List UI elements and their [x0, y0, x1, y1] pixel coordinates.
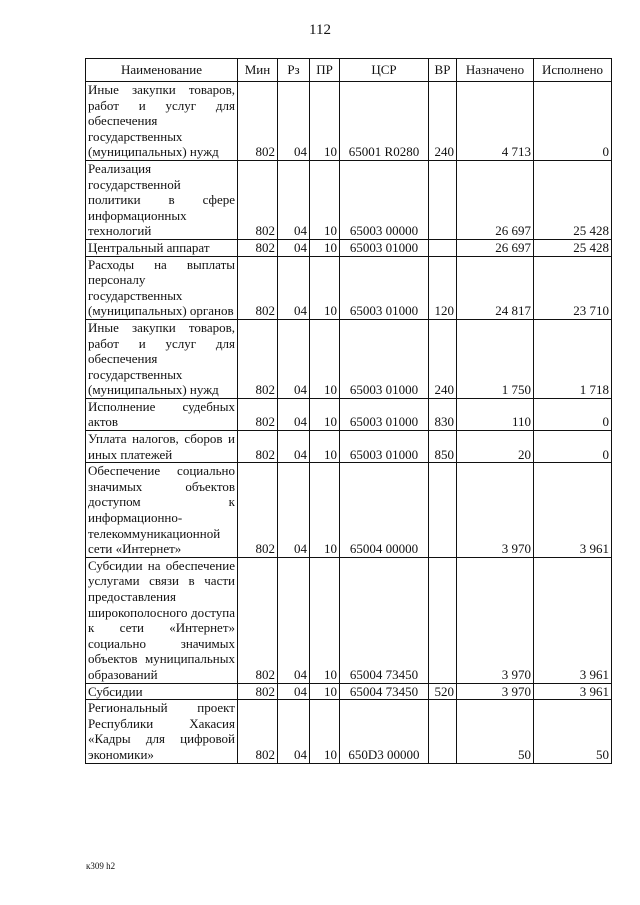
cell-vr: 850	[429, 431, 457, 463]
cell-csr: 650D3 00000	[340, 700, 429, 763]
table-row	[86, 82, 612, 161]
page-number: 112	[309, 22, 331, 38]
cell-name: Исполнение судебных актов	[86, 398, 238, 430]
table-row	[86, 557, 612, 683]
cell-executed: 1 718	[534, 319, 612, 398]
cell-csr: 65004 00000	[340, 463, 429, 558]
cell-csr: 65004 73450	[340, 557, 429, 683]
budget-table	[85, 58, 612, 764]
table-row	[86, 700, 612, 763]
cell-vr: 240	[429, 319, 457, 398]
cell-assigned: 1 750	[457, 319, 534, 398]
cell-assigned: 26 697	[457, 239, 534, 256]
cell-executed: 0	[534, 398, 612, 430]
cell-executed: 3 961	[534, 557, 612, 683]
cell-csr: 65003 01000	[340, 239, 429, 256]
cell-vr: 520	[429, 683, 457, 700]
cell-name: Иные закупки товаров, работ и услуг для обеспечения государственных (муниципальных) нужд	[86, 82, 238, 161]
cell-min: 802	[238, 463, 278, 558]
cell-name: Уплата налогов, сборов и иных платежей	[86, 431, 238, 463]
cell-executed: 25 428	[534, 160, 612, 239]
column-header-assigned: Назначено	[457, 59, 534, 82]
cell-min: 802	[238, 239, 278, 256]
cell-assigned: 50	[457, 700, 534, 763]
cell-rz: 04	[278, 431, 310, 463]
column-header-executed: Исполнено	[534, 59, 612, 82]
cell-name: Центральный аппарат	[86, 239, 238, 256]
cell-assigned: 24 817	[457, 256, 534, 319]
column-header-csr: ЦСР	[340, 59, 429, 82]
cell-pr: 10	[310, 463, 340, 558]
cell-vr	[429, 160, 457, 239]
table-row	[86, 463, 612, 558]
cell-vr	[429, 239, 457, 256]
cell-pr: 10	[310, 82, 340, 161]
cell-csr: 65003 01000	[340, 431, 429, 463]
cell-executed: 23 710	[534, 256, 612, 319]
cell-assigned: 4 713	[457, 82, 534, 161]
cell-pr: 10	[310, 431, 340, 463]
cell-pr: 10	[310, 683, 340, 700]
table-header-row	[86, 59, 612, 82]
table-row	[86, 319, 612, 398]
cell-vr: 120	[429, 256, 457, 319]
cell-assigned: 3 970	[457, 683, 534, 700]
column-header-vr: ВР	[429, 59, 457, 82]
cell-vr: 240	[429, 82, 457, 161]
cell-name: Иные закупки товаров, работ и услуг для обеспечения государственных (муниципальных) нужд	[86, 319, 238, 398]
column-header-min: Мин	[238, 59, 278, 82]
cell-rz: 04	[278, 557, 310, 683]
cell-executed: 0	[534, 431, 612, 463]
cell-min: 802	[238, 160, 278, 239]
cell-min: 802	[238, 319, 278, 398]
cell-name: Обеспечение социально значимых объектов доступом к информационно-телекоммуникационной сети «Интернет»	[86, 463, 238, 558]
table-body	[86, 82, 612, 764]
cell-vr	[429, 700, 457, 763]
cell-pr: 10	[310, 700, 340, 763]
cell-assigned: 26 697	[457, 160, 534, 239]
cell-min: 802	[238, 557, 278, 683]
cell-name: Реализация государственной политики в сфере информационных технологий	[86, 160, 238, 239]
cell-pr: 10	[310, 160, 340, 239]
cell-assigned: 3 970	[457, 463, 534, 558]
cell-executed: 50	[534, 700, 612, 763]
cell-rz: 04	[278, 683, 310, 700]
cell-min: 802	[238, 256, 278, 319]
table-row	[86, 398, 612, 430]
cell-rz: 04	[278, 82, 310, 161]
cell-rz: 04	[278, 160, 310, 239]
table-row	[86, 160, 612, 239]
table-row	[86, 239, 612, 256]
cell-min: 802	[238, 431, 278, 463]
column-header-name: Наименование	[86, 59, 238, 82]
cell-rz: 04	[278, 239, 310, 256]
cell-pr: 10	[310, 319, 340, 398]
column-header-pr: ПР	[310, 59, 340, 82]
cell-min: 802	[238, 82, 278, 161]
cell-executed: 3 961	[534, 463, 612, 558]
cell-vr	[429, 463, 457, 558]
cell-pr: 10	[310, 398, 340, 430]
cell-name: Субсидии на обеспечение услугами связи в части предоставления широкополосного доступа к сети «Интернет» социально значимых объектов муниципальных образований	[86, 557, 238, 683]
cell-rz: 04	[278, 398, 310, 430]
cell-pr: 10	[310, 256, 340, 319]
cell-rz: 04	[278, 319, 310, 398]
cell-csr: 65003 00000	[340, 160, 429, 239]
table-row	[86, 431, 612, 463]
column-header-rz: Рз	[278, 59, 310, 82]
cell-csr: 65003 01000	[340, 319, 429, 398]
cell-rz: 04	[278, 463, 310, 558]
cell-name: Субсидии	[86, 683, 238, 700]
cell-assigned: 3 970	[457, 557, 534, 683]
cell-vr: 830	[429, 398, 457, 430]
cell-pr: 10	[310, 557, 340, 683]
cell-min: 802	[238, 700, 278, 763]
cell-csr: 65003 01000	[340, 256, 429, 319]
cell-assigned: 110	[457, 398, 534, 430]
cell-executed: 3 961	[534, 683, 612, 700]
table-row	[86, 256, 612, 319]
cell-csr: 65004 73450	[340, 683, 429, 700]
cell-pr: 10	[310, 239, 340, 256]
cell-name: Расходы на выплаты персоналу государственных (муниципальных) органов	[86, 256, 238, 319]
cell-rz: 04	[278, 256, 310, 319]
cell-csr: 65003 01000	[340, 398, 429, 430]
cell-min: 802	[238, 398, 278, 430]
cell-min: 802	[238, 683, 278, 700]
table-row	[86, 683, 612, 700]
cell-executed: 25 428	[534, 239, 612, 256]
cell-csr: 65001 R0280	[340, 82, 429, 161]
footer-code: к309 h2	[86, 861, 116, 871]
cell-rz: 04	[278, 700, 310, 763]
cell-vr	[429, 557, 457, 683]
cell-assigned: 20	[457, 431, 534, 463]
cell-executed: 0	[534, 82, 612, 161]
cell-name: Региональный проект Республики Хакасия «Кадры для цифровой экономики»	[86, 700, 238, 763]
